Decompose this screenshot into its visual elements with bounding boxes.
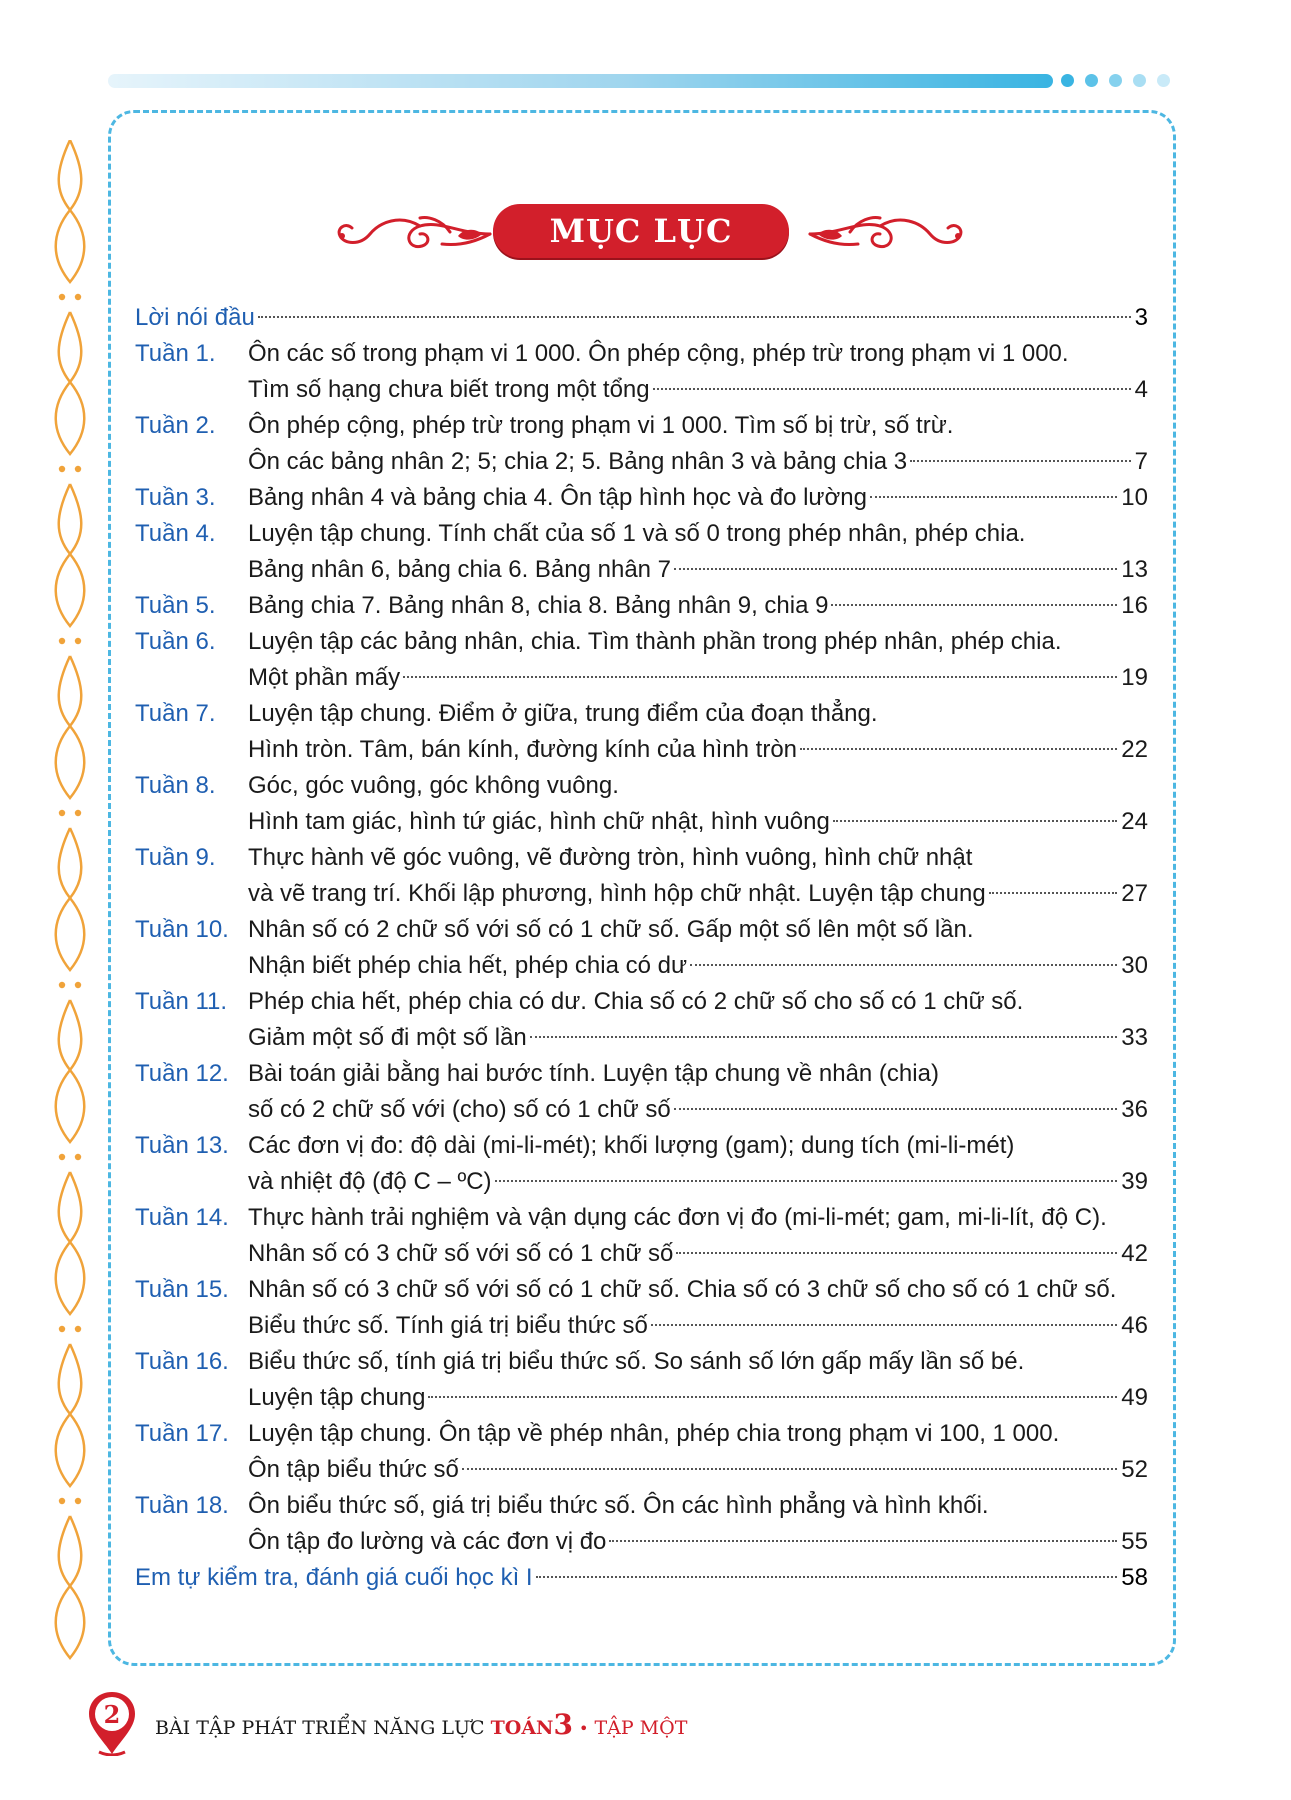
toc-page-number: 4 [1134, 376, 1148, 403]
toc-page-number: 10 [1121, 484, 1148, 511]
leader-dots [495, 1180, 1118, 1182]
toc-entry [135, 624, 1148, 696]
footer-subject: TOÁN [490, 1717, 554, 1739]
toc-line [135, 1452, 1148, 1488]
toc-week-label: Tuần 6. [135, 628, 216, 655]
toc-entry [135, 1056, 1148, 1128]
toc-title: Nhân số có 2 chữ số với số có 1 chữ số. Gấp một số lên một số lần. [248, 916, 974, 943]
toc-week-label: Tuần 5. [135, 592, 216, 619]
toc-page-number: 27 [1121, 880, 1148, 907]
toc-week-label: Tuần 11. [135, 988, 228, 1015]
leader-dots [989, 892, 1118, 894]
ornament-segment [56, 656, 85, 816]
toc-title: Bảng nhân 4 và bảng chia 4. Ôn tập hình học và đo lường [248, 484, 867, 511]
toc-line [135, 1416, 1148, 1452]
title-badge [493, 204, 789, 258]
toc-title: Nhận biết phép chia hết, phép chia có dư [248, 952, 688, 979]
toc-page-number: 22 [1121, 736, 1148, 763]
header-dots [1061, 74, 1170, 88]
toc-line [135, 1128, 1148, 1164]
toc-week-label: Tuần 3. [135, 484, 216, 511]
header-bar [108, 74, 1053, 88]
toc-line [135, 840, 1148, 876]
toc-title: Bảng chia 7. Bảng nhân 8, chia 8. Bảng nhân 9, chia 9 [248, 592, 829, 619]
toc-title: và nhiệt độ (độ C – ºC) [248, 1168, 492, 1195]
toc-line [135, 336, 1148, 372]
toc-line [135, 552, 1148, 588]
toc-line [135, 1056, 1148, 1092]
toc-week-label: Tuần 13. [135, 1132, 229, 1159]
toc-entry [135, 840, 1148, 912]
toc-title: Bảng nhân 6, bảng chia 6. Bảng nhân 7 [248, 556, 672, 583]
toc-title: Em tự kiểm tra, đánh giá cuối học kì I [135, 1564, 533, 1591]
toc-page-number: 24 [1121, 808, 1148, 835]
toc-page-number: 13 [1121, 556, 1148, 583]
toc-title: Ôn phép cộng, phép trừ trong phạm vi 1 000. Tìm số bị trừ, số trừ. [248, 412, 954, 439]
toc-line [135, 1020, 1148, 1056]
toc-entry [135, 696, 1148, 768]
toc-page-number: 33 [1121, 1024, 1148, 1051]
toc-title: Nhân số có 3 chữ số với số có 1 chữ số [248, 1240, 674, 1267]
toc-entry [135, 1488, 1148, 1560]
toc-week-label: Tuần 8. [135, 772, 216, 799]
toc-line [135, 768, 1148, 804]
toc-line [135, 1380, 1148, 1416]
toc-entry [135, 768, 1148, 840]
toc-week-label: Tuần 10. [135, 916, 229, 943]
toc-title: Bài toán giải bằng hai bước tính. Luyện tập chung về nhân (chia) [248, 1060, 939, 1087]
toc-page-number: 3 [1134, 304, 1148, 331]
toc-title: Lời nói đầu [135, 304, 255, 331]
leader-dots [462, 1468, 1117, 1470]
toc-title: Giảm một số đi một số lần [248, 1024, 527, 1051]
toc-title: và vẽ trang trí. Khối lập phương, hình hộp chữ nhật. Luyện tập chung [248, 880, 986, 907]
toc-line [135, 372, 1148, 408]
ornament-segment [56, 1516, 85, 1660]
toc-title: Biểu thức số. Tính giá trị biểu thức số [248, 1312, 648, 1339]
toc-page-number: 58 [1121, 1564, 1148, 1591]
toc-title: Ôn các bảng nhân 2; 5; chia 2; 5. Bảng nhân 3 và bảng chia 3 [248, 448, 908, 475]
toc-week-label: Tuần 17. [135, 1420, 229, 1447]
toc-line [135, 732, 1148, 768]
toc-line [135, 480, 1148, 516]
toc-title: số có 2 chữ số với (cho) số có 1 chữ số [248, 1096, 671, 1123]
leader-dots [833, 820, 1117, 822]
toc-page-number: 52 [1121, 1456, 1148, 1483]
toc-entry [135, 300, 1148, 336]
header-dot [1157, 74, 1170, 87]
leader-dots [910, 460, 1130, 462]
leader-dots [258, 316, 1131, 318]
toc-line [135, 804, 1148, 840]
toc-line [135, 1272, 1148, 1308]
side-ornament [40, 140, 100, 1660]
toc-line [135, 408, 1148, 444]
location-pin-icon [85, 1690, 139, 1756]
toc-entry [135, 1272, 1148, 1344]
toc-entry [135, 912, 1148, 984]
footer-grade: 3 [553, 1708, 573, 1741]
header-dot [1133, 74, 1146, 87]
leader-dots [653, 388, 1131, 390]
toc-week-label: Tuần 1. [135, 340, 216, 367]
toc-line [135, 588, 1148, 624]
toc-title: Hình tam giác, hình tứ giác, hình chữ nhật, hình vuông [248, 808, 830, 835]
toc-line [135, 516, 1148, 552]
footer-title [155, 1708, 687, 1741]
toc-title: Các đơn vị đo: độ dài (mi-li-mét); khối lượng (gam); dung tích (mi-li-mét) [248, 1132, 1015, 1159]
table-of-contents [135, 300, 1148, 1596]
toc-line [135, 1236, 1148, 1272]
leader-dots [530, 1036, 1118, 1038]
toc-title: Ôn tập biểu thức số [248, 1456, 459, 1483]
title-banner [330, 200, 970, 264]
toc-title: Hình tròn. Tâm, bán kính, đường kính của hình tròn [248, 736, 798, 763]
toc-line [135, 1560, 1148, 1596]
toc-page-number: 19 [1121, 664, 1148, 691]
toc-title: Luyện tập chung. Tính chất của số 1 và số 0 trong phép nhân, phép chia. [248, 520, 1026, 547]
toc-title: Luyện tập chung. Điểm ở giữa, trung điểm của đoạn thẳng. [248, 700, 878, 727]
page-footer [85, 1690, 688, 1750]
toc-line [135, 444, 1148, 480]
ornament-segment [56, 484, 85, 644]
ornament-segment [56, 140, 85, 300]
toc-page-number: 7 [1134, 448, 1148, 475]
toc-week-label: Tuần 15. [135, 1276, 229, 1303]
toc-line [135, 696, 1148, 732]
leader-dots [651, 1324, 1117, 1326]
footer-volume: TẬP MỘT [594, 1717, 688, 1739]
toc-title: Phép chia hết, phép chia có dư. Chia số có 2 chữ số cho số có 1 chữ số. [248, 988, 1024, 1015]
toc-week-label: Tuần 9. [135, 844, 216, 871]
toc-page-number: 49 [1121, 1384, 1148, 1411]
toc-page-number: 16 [1121, 592, 1148, 619]
toc-line [135, 1344, 1148, 1380]
ornament-segment [56, 828, 85, 988]
toc-title: Một phần mấy [248, 664, 401, 691]
toc-line [135, 1308, 1148, 1344]
toc-week-label: Tuần 16. [135, 1348, 229, 1375]
toc-title: Luyện tập các bảng nhân, chia. Tìm thành phần trong phép nhân, phép chia. [248, 628, 1062, 655]
leader-dots [403, 676, 1117, 678]
toc-entry [135, 408, 1148, 480]
toc-line [135, 984, 1148, 1020]
toc-line [135, 1092, 1148, 1128]
toc-title: Biểu thức số, tính giá trị biểu thức số. So sánh số lớn gấp mấy lần số bé. [248, 1348, 1025, 1375]
leader-dots [676, 1252, 1117, 1254]
toc-page-number: 55 [1121, 1528, 1148, 1555]
toc-week-label: Tuần 7. [135, 700, 216, 727]
leader-dots [800, 748, 1117, 750]
toc-page-number: 46 [1121, 1312, 1148, 1339]
toc-entry [135, 1344, 1148, 1416]
header-dot [1061, 74, 1074, 87]
page-number: 2 [103, 1700, 121, 1729]
toc-line [135, 1200, 1148, 1236]
toc-page-number: 42 [1121, 1240, 1148, 1267]
toc-line [135, 948, 1148, 984]
toc-line [135, 1488, 1148, 1524]
header-dot [1085, 74, 1098, 87]
toc-entry [135, 1128, 1148, 1200]
toc-entry [135, 1560, 1148, 1596]
ornament-segment [56, 312, 85, 472]
toc-title: Luyện tập chung [248, 1384, 426, 1411]
toc-title: Thực hành trải nghiệm và vận dụng các đơn vị đo (mi-li-mét; gam, mi-li-lít, độ C). [248, 1204, 1107, 1231]
toc-page-number: 30 [1121, 952, 1148, 979]
toc-week-label: Tuần 14. [135, 1204, 229, 1231]
leader-dots [536, 1576, 1118, 1578]
ornament-segment [56, 1000, 85, 1160]
leader-dots [674, 1108, 1118, 1110]
toc-entry [135, 480, 1148, 516]
toc-line [135, 912, 1148, 948]
leader-dots [674, 568, 1117, 570]
leader-dots [428, 1396, 1117, 1398]
toc-page-number: 36 [1121, 1096, 1148, 1123]
footer-series: BÀI TẬP PHÁT TRIỂN NĂNG LỰC [155, 1717, 485, 1739]
toc-title: Ôn biểu thức số, giá trị biểu thức số. Ôn các hình phẳng và hình khối. [248, 1492, 989, 1519]
toc-entry [135, 1200, 1148, 1272]
leader-dots [609, 1540, 1117, 1542]
toc-entry [135, 1416, 1148, 1488]
toc-entry [135, 516, 1148, 588]
toc-entry [135, 588, 1148, 624]
ornament-segment [56, 1172, 85, 1332]
toc-title: Nhân số có 3 chữ số với số có 1 chữ số. Chia số có 3 chữ số cho số có 1 chữ số. [248, 1276, 1117, 1303]
toc-line [135, 876, 1148, 912]
toc-line [135, 300, 1148, 336]
toc-title: Thực hành vẽ góc vuông, vẽ đường tròn, hình vuông, hình chữ nhật [248, 844, 973, 871]
toc-entry [135, 336, 1148, 408]
toc-title: Ôn các số trong phạm vi 1 000. Ôn phép cộng, phép trừ trong phạm vi 1 000. [248, 340, 1069, 367]
toc-page-number: 39 [1121, 1168, 1148, 1195]
leader-dots [831, 604, 1117, 606]
leader-dots [690, 964, 1117, 966]
header-dot [1109, 74, 1122, 87]
toc-week-label: Tuần 2. [135, 412, 216, 439]
toc-line [135, 624, 1148, 660]
leader-dots [870, 496, 1117, 498]
toc-title: Tìm số hạng chưa biết trong một tổng [248, 376, 650, 403]
toc-week-label: Tuần 18. [135, 1492, 229, 1519]
toc-line [135, 1164, 1148, 1200]
toc-title: Góc, góc vuông, góc không vuông. [248, 772, 619, 799]
ornament-segment [56, 1344, 85, 1504]
toc-line [135, 1524, 1148, 1560]
page-title: MỤC LỤC [549, 212, 733, 250]
footer-separator: • [578, 1719, 589, 1738]
toc-week-label: Tuần 4. [135, 520, 216, 547]
toc-week-label: Tuần 12. [135, 1060, 229, 1087]
toc-line [135, 660, 1148, 696]
toc-title: Luyện tập chung. Ôn tập về phép nhân, phép chia trong phạm vi 100, 1 000. [248, 1420, 1060, 1447]
toc-title: Ôn tập đo lường và các đơn vị đo [248, 1528, 607, 1555]
toc-entry [135, 984, 1148, 1056]
